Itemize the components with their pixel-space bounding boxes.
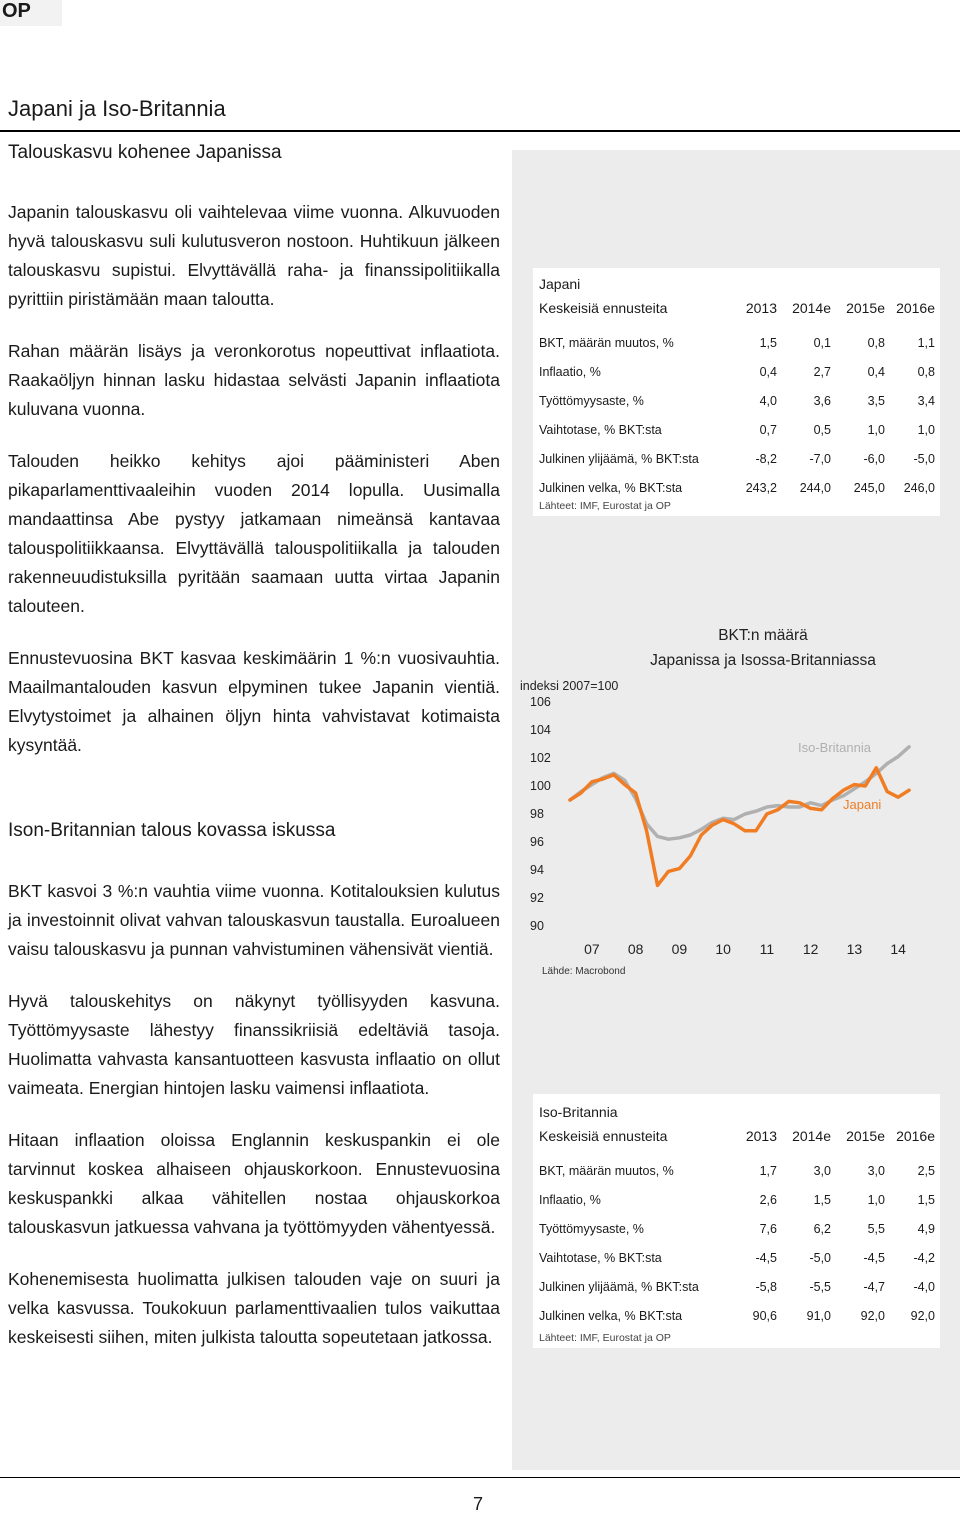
row-label: Työttömyysaste, % <box>539 1221 644 1236</box>
table-row <box>539 1156 935 1185</box>
page-number: 7 <box>473 1494 484 1514</box>
paragraph: Rahan määrän lisäys ja veronkorotus nopeuttivat inflaatiota. Raakaöljyn hinnan lasku hidastaa selvästi Japanin inflaatiota kuluvana vuonna. <box>8 341 500 419</box>
chart-subtitle: Japanissa ja Isossa-Britanniassa <box>650 652 876 669</box>
y-tick-label: 94 <box>530 863 544 877</box>
cell: 0,1 <box>813 335 831 350</box>
section-title: Japani ja Iso-Britannia <box>8 96 226 121</box>
paragraph: Hitaan inflaation oloissa Englannin keskuspankin ei ole tarvinnut koskea alhaiseen ohjauskorkoon. Ennustevuosina keskuspankki alkaa vähitellen nostaa ohjauskorkoa talouskasvun jatkuessa vahvana ja työttömyyden vähentyessä. <box>8 1130 500 1237</box>
row-label: Työttömyysaste, % <box>539 393 644 408</box>
cell: 246,0 <box>903 480 935 495</box>
table-caption: Keskeisiä ennusteita <box>539 1128 668 1144</box>
table-row <box>539 473 935 502</box>
series-line-japani <box>570 768 909 886</box>
cell: 1,1 <box>917 335 935 350</box>
table-country: Japani <box>539 276 581 292</box>
top-rule <box>0 130 960 132</box>
uk-forecast-table <box>533 1094 940 1348</box>
year-header: 2014e <box>792 1128 831 1144</box>
cell: -4,7 <box>863 1279 885 1294</box>
op-logo: OP <box>0 0 62 26</box>
japan-forecast-table <box>533 268 940 516</box>
cell: -8,2 <box>755 451 777 466</box>
cell: 3,5 <box>867 393 885 408</box>
cell: 1,0 <box>867 1192 885 1207</box>
row-label: Julkinen ylijäämä, % BKT:sta <box>539 451 699 466</box>
row-label: Inflaatio, % <box>539 1192 601 1207</box>
y-tick-label: 96 <box>530 835 544 849</box>
table-header-row <box>539 294 935 322</box>
bottom-rule <box>0 1477 960 1478</box>
year-header: 2016e <box>896 300 935 316</box>
table-source: Lähteet: IMF, Eurostat ja OP <box>539 1332 671 1344</box>
cell: -4,2 <box>913 1250 935 1265</box>
table-grid <box>539 1122 935 1330</box>
paragraph: Talouden heikko kehitys ajoi pääministeri Aben pikaparlamenttivaaleihin vuoden 2014 lopulla. Uusimalla mandaattinsa Abe pystyy jatkamaan nimeänsä kantavaa talouspolitiikkaansa. Elvyttävällä talouspolitiikalla ja talouden rakenneuudistuksilla pyritään saamaan uutta virtaa Japanin talouteen. <box>8 451 500 616</box>
cell: -6,0 <box>863 451 885 466</box>
row-label: Vaihtotase, % BKT:sta <box>539 422 662 437</box>
y-tick-label: 90 <box>530 919 544 933</box>
paragraph: Ennustevuosina BKT kasvaa keskimäärin 1 %:n vuosivauhtia. Maailmantalouden kasvun elpyminen tukee Japanin vientiä. Elvytystoimet ja alhainen öljyn hinta vahvistavat kotimaista kysyntää. <box>8 648 500 755</box>
row-label: BKT, määrän muutos, % <box>539 335 674 350</box>
cell: 1,0 <box>917 422 935 437</box>
year-header: 2013 <box>745 1128 777 1144</box>
table-row <box>539 386 935 415</box>
row-label: Julkinen velka, % BKT:sta <box>539 480 683 495</box>
y-tick-label: 100 <box>530 779 551 793</box>
year-header: 2014e <box>792 300 831 316</box>
y-axis-label: indeksi 2007=100 <box>520 679 619 693</box>
cell: 1,0 <box>867 422 885 437</box>
cell: 7,6 <box>759 1221 777 1236</box>
table-country: Iso-Britannia <box>539 1104 618 1120</box>
cell: 90,6 <box>752 1308 777 1323</box>
cell: 3,0 <box>813 1163 831 1178</box>
cell: 4,0 <box>759 393 777 408</box>
x-tick-label: 14 <box>890 941 906 957</box>
x-tick-label: 09 <box>671 941 688 957</box>
cell: -5,0 <box>913 451 935 466</box>
paragraph: BKT kasvoi 3 %:n vauhtia viime vuonna. Kotitalouksien kulutus ja investoinnit olivat vahvan talouskasvun taustalla. Euroalueen vaisu talouskasvu ja punnan vahvistuminen vähensivät vientiä. <box>8 881 500 959</box>
uk-text-column <box>8 877 500 1375</box>
x-tick-label: 10 <box>715 941 731 957</box>
subhead-japan: Talouskasvu kohenee Japanissa <box>8 142 282 163</box>
year-header: 2015e <box>846 1128 885 1144</box>
year-header: 2016e <box>896 1128 935 1144</box>
row-label: Julkinen ylijäämä, % BKT:sta <box>539 1279 699 1294</box>
cell: 0,8 <box>917 364 935 379</box>
cell: 244,0 <box>799 480 831 495</box>
y-tick-label: 106 <box>530 695 551 709</box>
cell: 92,0 <box>860 1308 885 1323</box>
x-tick-label: 08 <box>627 941 644 957</box>
cell: 6,2 <box>813 1221 831 1236</box>
cell: -4,0 <box>913 1279 935 1294</box>
x-tick-label: 13 <box>846 941 863 957</box>
row-label: BKT, määrän muutos, % <box>539 1163 674 1178</box>
cell: 91,0 <box>806 1308 831 1323</box>
series-label-japan: Japani <box>843 797 882 812</box>
row-label: Inflaatio, % <box>539 364 601 379</box>
cell: 245,0 <box>853 480 885 495</box>
gdp-chart <box>512 612 960 988</box>
cell: 2,6 <box>759 1192 777 1207</box>
year-header: 2013 <box>745 300 777 316</box>
series-label-uk: Iso-Britannia <box>798 740 871 755</box>
cell: 5,5 <box>867 1221 885 1236</box>
subhead-uk: Ison-Britannian talous kovassa iskussa <box>8 820 336 841</box>
table-row <box>539 1185 935 1214</box>
cell: 2,7 <box>813 364 831 379</box>
cell: -4,5 <box>755 1250 777 1265</box>
table-header-row <box>539 1122 935 1150</box>
y-tick-label: 92 <box>530 891 544 905</box>
row-label: Julkinen velka, % BKT:sta <box>539 1308 683 1323</box>
cell: 1,5 <box>759 335 777 350</box>
x-tick-label: 07 <box>584 941 600 957</box>
cell: 0,7 <box>759 422 777 437</box>
cell: 2,5 <box>917 1163 935 1178</box>
cell: -5,8 <box>755 1279 777 1294</box>
cell: 1,5 <box>813 1192 831 1207</box>
cell: 3,0 <box>867 1163 885 1178</box>
y-tick-label: 98 <box>530 807 544 821</box>
table-row <box>539 1214 935 1243</box>
table-caption: Keskeisiä ennusteita <box>539 300 668 316</box>
cell: 1,5 <box>917 1192 935 1207</box>
cell: -7,0 <box>809 451 831 466</box>
x-tick-label: 11 <box>759 941 775 957</box>
table-row <box>539 1301 935 1330</box>
cell: 3,6 <box>813 393 831 408</box>
chart-title: BKT:n määrä <box>718 627 808 644</box>
paragraph: Hyvä talouskehitys on näkynyt työllisyyden kasvuna. Työttömyysaste lähestyy finanssikriisiä edeltäviä tasoja. Huolimatta vahvasta kansantuotteen kasvusta inflaatio on ollut vaimeata. Energian hintojen lasku vaimensi inflaatiota. <box>8 991 500 1098</box>
cell: 243,2 <box>745 480 777 495</box>
cell: 3,4 <box>917 393 935 408</box>
cell: 0,8 <box>867 335 885 350</box>
cell: 0,4 <box>759 364 777 379</box>
row-label: Vaihtotase, % BKT:sta <box>539 1250 662 1265</box>
gdp-chart-svg <box>512 612 960 988</box>
y-tick-label: 104 <box>530 723 551 737</box>
year-header: 2015e <box>846 300 885 316</box>
paragraph: Japanin talouskasvu oli vaihtelevaa viime vuonna. Alkuvuoden hyvä talouskasvu suli kulutusveron nostoon. Huhtikuun jälkeen talouskasvu supistui. Elvyttävällä raha- ja finanssipolitiikalla pyrittiin piristämään maan taloutta. <box>8 202 500 309</box>
chart-source: Lähde: Macrobond <box>542 966 626 977</box>
cell: 92,0 <box>910 1308 935 1323</box>
table-source: Lähteet: IMF, Eurostat ja OP <box>539 500 671 512</box>
table-row <box>539 328 935 357</box>
cell: -4,5 <box>863 1250 885 1265</box>
table-row <box>539 444 935 473</box>
table-row <box>539 1272 935 1301</box>
table-row <box>539 1243 935 1272</box>
japan-text-column <box>8 198 500 783</box>
table-row <box>539 357 935 386</box>
x-tick-label: 12 <box>802 941 819 957</box>
cell: 0,4 <box>867 364 885 379</box>
paragraph: Kohenemisesta huolimatta julkisen talouden vaje on suuri ja velka kasvussa. Toukokuun parlamenttivaalien tulos vaikuttaa keskeisesti siihen, miten julkista taloutta sopeutetaan jatkossa. <box>8 1269 500 1347</box>
cell: 4,9 <box>917 1221 935 1236</box>
cell: 1,7 <box>759 1163 777 1178</box>
cell: 0,5 <box>813 422 831 437</box>
y-tick-label: 102 <box>530 751 551 765</box>
table-grid <box>539 294 935 502</box>
cell: -5,0 <box>809 1250 831 1265</box>
cell: -5,5 <box>809 1279 831 1294</box>
table-row <box>539 415 935 444</box>
